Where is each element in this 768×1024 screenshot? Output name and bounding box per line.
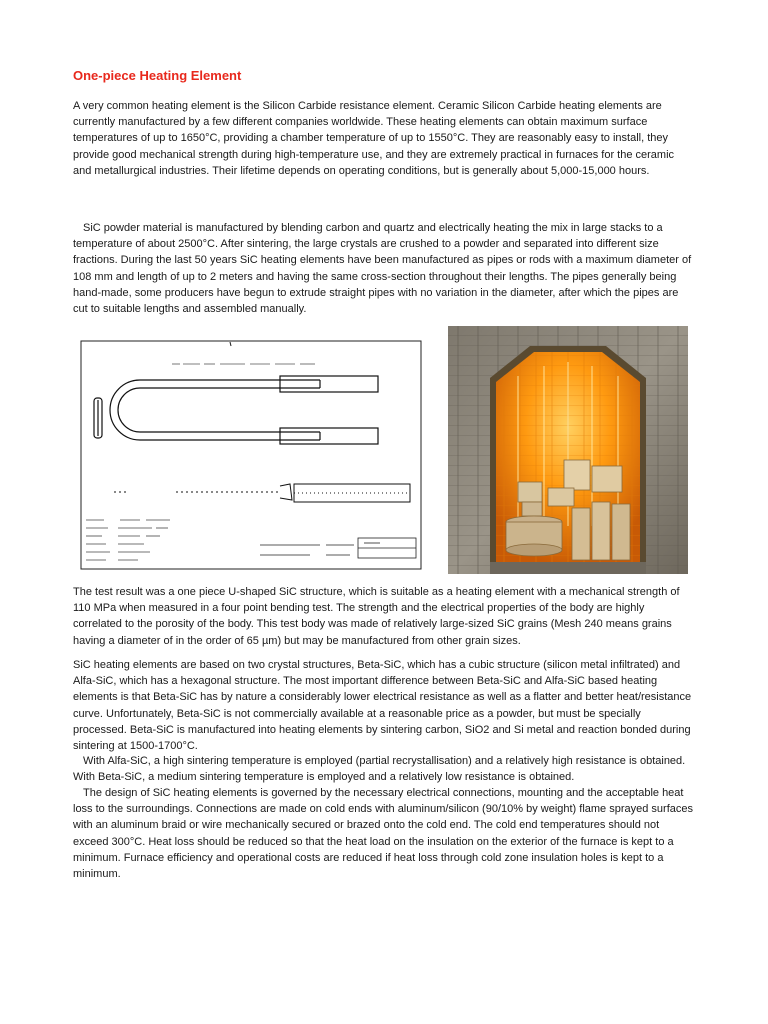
paragraph-crystal-structures: SiC heating elements are based on two crystal structures, Beta-SiC, which has a cubic structure (silicon metal infiltrated) and Alfa-SiC, which has a hexagonal structure. The most important difference between Beta-SiC and Alfa-SiC based heating elements is that Beta-SiC has by nature a considerably lower electrical resistance as well as a flatter and better heat/resistance curve. Unfortunately, Beta-SiC is not commercially available at a reasonable price as a powder, but must be specially processed. Beta-SiC is manufactured into heating elements by sintering carbon, SiO2 and Si metal and reaction bonded during sintering at 1500-1700°C.: [73, 659, 692, 753]
paragraph-powder: SiC powder material is manufactured by blending carbon and quartz and electrically heating the mix in large stacks to a temperature of about 2500°C. After sintering, the large crystals are crushed to a powder and separated into different size fractions. During the last 50 years SiC heating elements have been manufactured as pipes or rods with a maximum diameter of 108 mm and length of up to 2 meters and having the same cross-section throughout their lengths. The pipes generally being hand-made, some producers have begun to extrude straight pipes with no variation in the diameter, after which the pipes are cut to suitable lengths and assembled manually.: [73, 222, 692, 316]
paragraph-intro: A very common heating element is the Silicon Carbide resistance element. Ceramic Silicon Carbide heating elements are currently manufactured by a few different companies worldwide. These heating elements can obtain maximum surface temperatures of up to 1650°C, providing a chamber temperature of up to 1550°C. They are reasonably easy to install, they provide good mechanical strength during high-temperature use, and they are extremely practical in furnaces for the ceramic and metallurgical industries. Their lifetime depends on operating conditions, but is generally about 5,000-15,000 hours.: [73, 100, 675, 177]
technical-drawing-figure: [80, 340, 422, 570]
furnace-photo-icon: [448, 326, 688, 574]
furnace-photo-figure: [448, 326, 688, 574]
technical-drawing-icon: [80, 340, 422, 570]
paragraph-design: The design of SiC heating elements is governed by the necessary electrical connections, mounting and the acceptable heat loss to the surroundings. Connections are made on cold ends with aluminum/silicon (90/10% by weight) flame sprayed surfaces with an aluminum braid or wire mechanically secured or brazed onto the cold end. The cold end temperatures should not exceed 300°C. Heat loss should be reduced so that the heat load on the insulation on the exterior of the furnace is kept to a minimum. Furnace efficiency and operational costs are reduced if heat loss through cold zone insulation holes is kept to a minimum.: [73, 787, 693, 881]
paragraph-test-result: The test result was a one piece U-shaped SiC structure, which is suitable as a heating element with a mechanical strength of 110 MPa when measured in a four point bending test. The strength and the electrical properties of the body are highly correlated to the porosity of the body. This test body was made of relatively large-sized SiC grains (Mesh 240 means grains having a diameter of in the order of 65 µm) but may be manufactured from other grain sizes.: [73, 586, 680, 647]
paragraph-alfa-sic: With Alfa-SiC, a high sintering temperature is employed (partial recrystallisation) and a relatively high resistance is obtained. With Beta-SiC, a medium sintering temperature is employed and a relatively low resistance is obtained.: [73, 755, 686, 784]
section-title: One-piece Heating Element: [73, 68, 242, 83]
